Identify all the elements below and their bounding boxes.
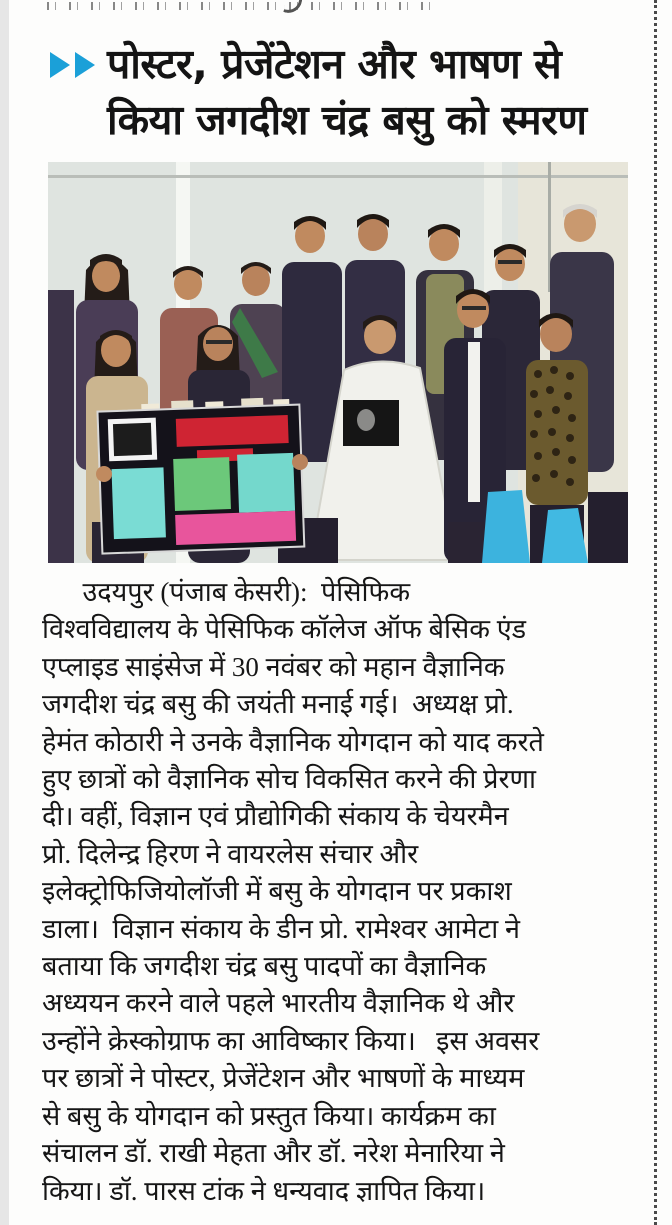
article-headline bbox=[50, 36, 650, 148]
clipped-glyph-fragment bbox=[283, 0, 302, 15]
body-line: उदयपुर (पंजाब केसरी): पेसिफिक bbox=[42, 577, 411, 607]
double-chevron-icon bbox=[50, 52, 95, 148]
article-body bbox=[42, 574, 652, 1210]
body-line: एप्लाइड साइंसेज में 30 नवंबर को महान वैज्ञानिक bbox=[42, 651, 505, 682]
body-line: दी। वहीं, विज्ञान एवं प्रौद्योगिकी संकाय के चेयरमैन bbox=[42, 801, 509, 832]
column-divider-dotted-rule bbox=[654, 0, 657, 1225]
body-line: हेमंत कोठारी ने उनके वैज्ञानिक योगदान को याद करते bbox=[42, 726, 544, 757]
body-line: प्रो. दिलेन्द्र हिरण ने वायरलेस संचार और bbox=[42, 838, 419, 869]
clipped-previous-article-text bbox=[42, 2, 442, 10]
science-poster-board bbox=[97, 397, 304, 554]
body-line: बताया कि जगदीश चंद्र बसु पादपों का वैज्ञानिक bbox=[42, 951, 487, 982]
body-line: उन्होंने क्रेस्कोग्राफ का आविष्कार किया। इस अवसर bbox=[42, 1025, 540, 1056]
body-line: से बसु के योगदान को प्रस्तुत किया। कार्यक्रम का bbox=[42, 1100, 496, 1131]
body-line: विश्वविद्यालय के पेसिफिक कॉलेज ऑफ बेसिक एंड bbox=[42, 614, 527, 645]
photo-illustration bbox=[48, 162, 628, 563]
body-line: संचालन डॉ. राखी मेहता और डॉ. नरेश मेनारिया ने bbox=[42, 1138, 505, 1169]
body-line: इलेक्ट्रोफिजियोलॉजी में बसु के योगदान पर प्रकाश bbox=[42, 876, 512, 907]
headline-line-2: किया जगदीश चंद्र बसु को स्मरण bbox=[107, 96, 587, 144]
body-line: किया। डॉ. पारस टांक ने धन्यवाद ज्ञापित किया। bbox=[42, 1175, 486, 1206]
body-line: जगदीश चंद्र बसु की जयंती मनाई गई। अध्यक्ष प्रो. bbox=[42, 689, 514, 720]
body-line: हुए छात्रों को वैज्ञानिक सोच विकसित करने की प्रेरणा bbox=[42, 764, 537, 795]
page-left-margin-strip bbox=[0, 0, 9, 1225]
headline-text bbox=[107, 36, 587, 148]
headline-line-1: पोस्टर, प्रेजेंटेशन और भाषण से bbox=[107, 40, 562, 88]
article-photo-group-portrait bbox=[48, 162, 628, 563]
body-line: अध्ययन करने वाले पहले भारतीय वैज्ञानिक थे और bbox=[42, 988, 515, 1019]
body-line: पर छात्रों ने पोस्टर, प्रेजेंटेशन और भाषणों के माध्यम bbox=[42, 1063, 525, 1094]
blue-bag bbox=[482, 490, 530, 563]
body-line: डाला। विज्ञान संकाय के डीन प्रो. रामेश्वर आमेटा ने bbox=[42, 913, 520, 944]
